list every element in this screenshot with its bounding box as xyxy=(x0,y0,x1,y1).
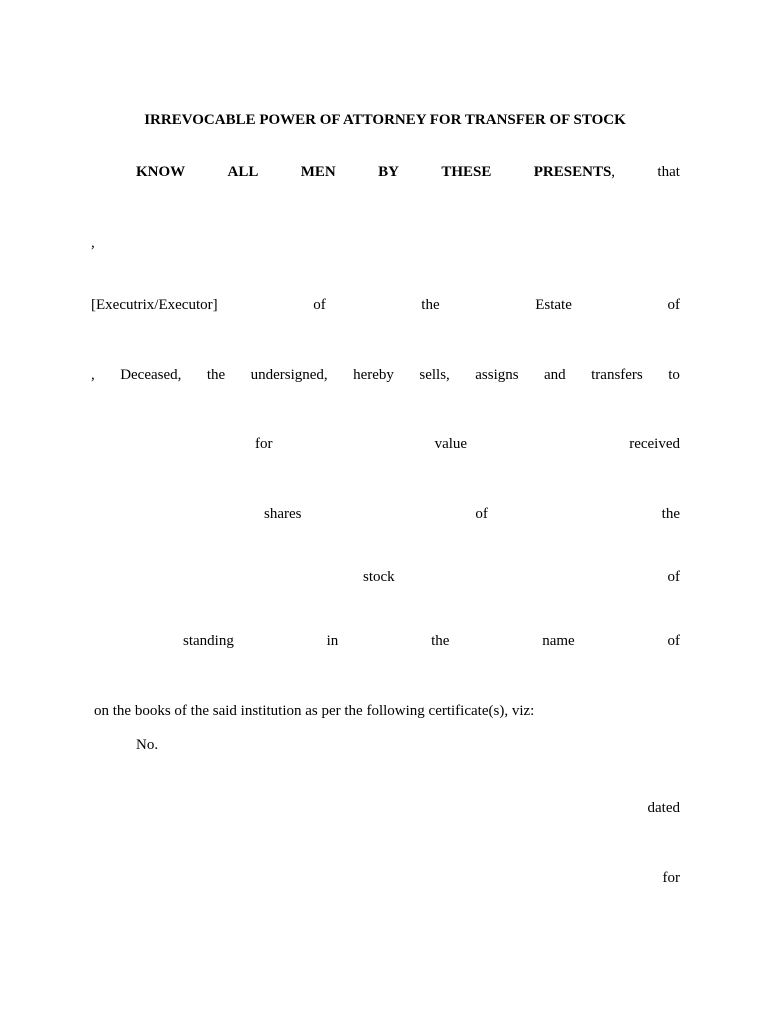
text-word: of xyxy=(667,633,680,649)
value-line xyxy=(255,435,680,453)
intro-line xyxy=(136,163,680,181)
stock-of-word: of xyxy=(667,569,680,585)
text-word: for xyxy=(255,436,273,452)
intro-word: that xyxy=(657,164,680,180)
text-word: of xyxy=(667,297,680,313)
stock-word: stock xyxy=(363,569,395,585)
standing-line xyxy=(183,632,680,650)
text-word: hereby xyxy=(353,367,394,383)
text-word: [Executrix/Executor] xyxy=(91,297,218,313)
certificate-number-label: No. xyxy=(136,737,159,753)
text-word: sells, xyxy=(419,367,450,383)
text-word: value xyxy=(434,436,468,452)
text-word: of xyxy=(313,297,326,313)
text-word: the xyxy=(431,633,450,649)
text-word: Deceased, xyxy=(120,367,182,383)
document-title: IRREVOCABLE POWER OF ATTORNEY FOR TRANSFER OF STOCK xyxy=(144,112,626,128)
intro-word: ALL xyxy=(227,164,259,180)
dated-label: dated xyxy=(647,800,680,816)
text-word: received xyxy=(629,436,680,452)
comma-line: , xyxy=(91,235,95,251)
text-word: undersigned, xyxy=(250,367,328,383)
text-word: Estate xyxy=(535,297,572,313)
intro-word: THESE xyxy=(441,164,492,180)
text-word: name xyxy=(542,633,575,649)
text-word: and xyxy=(544,367,566,383)
intro-comma: , xyxy=(611,164,616,180)
text-word: transfers xyxy=(591,367,643,383)
shares-line xyxy=(264,505,680,523)
deceased-line xyxy=(91,366,680,384)
text-word: the xyxy=(661,506,680,522)
text-word: the xyxy=(421,297,440,313)
text-word: the xyxy=(206,367,226,383)
intro-word: MEN xyxy=(300,164,336,180)
intro-word: BY xyxy=(378,164,399,180)
text-word: , xyxy=(91,367,95,383)
text-word: assigns xyxy=(475,367,519,383)
for-label: for xyxy=(662,870,680,886)
executor-line xyxy=(91,296,680,314)
text-word: standing xyxy=(183,633,234,649)
intro-presents xyxy=(534,163,615,181)
text-word: shares xyxy=(264,506,302,522)
intro-word: PRESENTS xyxy=(533,164,612,180)
text-word: to xyxy=(668,367,680,383)
intro-word: KNOW xyxy=(136,164,186,180)
text-word: of xyxy=(475,506,488,522)
text-word: in xyxy=(326,633,339,649)
books-line: on the books of the said institution as per the following certificate(s), viz: xyxy=(94,703,535,719)
